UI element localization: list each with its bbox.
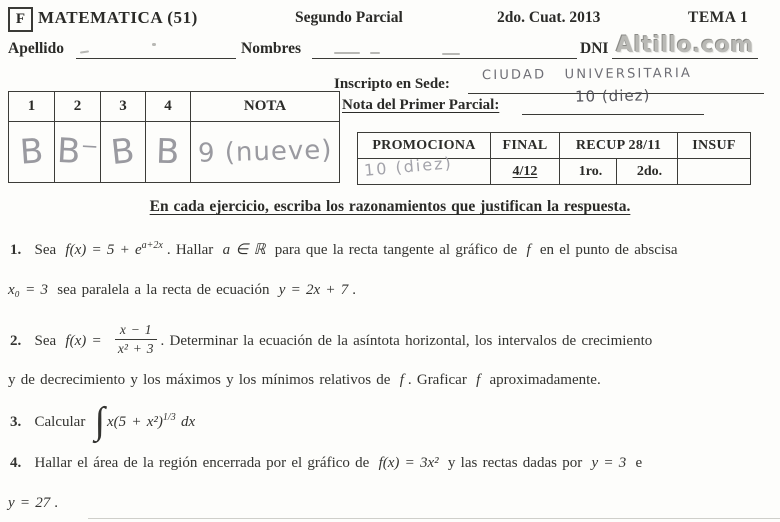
promotion-table-header-row bbox=[358, 133, 751, 159]
recup-2do-cell: 2do. bbox=[617, 159, 678, 185]
exercise-1-formula: a ∈ ℝ bbox=[222, 242, 266, 258]
exercise-2-text: y de decrecimiento y los máximos y los mínimos relativos de bbox=[8, 372, 391, 388]
exercise-4-text: Hallar el área de la región encerrada por el gráfico de bbox=[34, 455, 370, 471]
recup-1ro-cell: 1ro. bbox=[560, 159, 617, 185]
exercise-1-text: para que la recta tangente al gráfico de bbox=[274, 242, 518, 258]
exercise-1-line-2 bbox=[8, 282, 356, 299]
scan-edge-line bbox=[88, 518, 780, 519]
erased-pencil-mark bbox=[442, 53, 460, 55]
grade-cell-4 bbox=[146, 122, 191, 183]
grade-table-values-row bbox=[9, 122, 340, 183]
exercise-2-text: Sea bbox=[34, 333, 57, 350]
formula-base: x(5 + x²) bbox=[106, 414, 163, 430]
sede-handwritten-value: CIUDAD UNIVERSITARIA bbox=[481, 65, 693, 84]
erased-pencil-mark bbox=[334, 52, 360, 54]
exercise-2-text: aproximadamente. bbox=[489, 372, 601, 388]
promociona-header: PROMOCIONA bbox=[358, 133, 491, 159]
exercise-1-formula: x₀ = 3 bbox=[8, 282, 48, 298]
handwritten-promociona-value: 10 (diez) bbox=[363, 153, 454, 180]
exam-type: Segundo Parcial bbox=[295, 9, 403, 26]
exercise-4-formula: f(x) = 3x² bbox=[378, 455, 439, 471]
exercise-4-text: . bbox=[54, 495, 59, 511]
exercise-4-line-2 bbox=[8, 495, 58, 512]
exam-tema: TEMA 1 bbox=[688, 9, 749, 26]
final-header: FINAL bbox=[491, 133, 560, 159]
exercise-4-line-1 bbox=[10, 455, 642, 472]
exercise-2-formula: f(x) = bbox=[65, 333, 102, 350]
promotion-table bbox=[357, 132, 751, 185]
nota-primer-parcial-blank bbox=[522, 82, 704, 115]
exercise-1-formula bbox=[65, 242, 162, 258]
exercise-1-number: 1. bbox=[10, 242, 22, 258]
erased-pencil-mark bbox=[80, 50, 89, 53]
exercise-4-text: e bbox=[635, 455, 643, 471]
exercise-2-text: . Graficar bbox=[407, 372, 467, 388]
grade-col-nota: NOTA bbox=[191, 92, 340, 122]
grade-col-3: 3 bbox=[101, 92, 146, 122]
exercise-4-number: 4. bbox=[10, 455, 22, 471]
course-title: MATEMATICA (51) bbox=[38, 8, 198, 27]
insuf-header: INSUF bbox=[678, 133, 751, 159]
formula-exponent: a+2x bbox=[141, 240, 163, 251]
grade-cell-nota bbox=[191, 122, 340, 183]
nombres-blank bbox=[312, 41, 577, 59]
altillo-watermark-logo: Altillo.com bbox=[616, 33, 754, 58]
formula-exponent: 1/3 bbox=[162, 412, 176, 423]
nombres-label: Nombres bbox=[241, 40, 301, 57]
erased-pencil-mark bbox=[152, 43, 156, 46]
course-code-letter: F bbox=[15, 11, 26, 27]
handwritten-grade-2: B⁻ bbox=[55, 130, 100, 174]
exercise-3-line-1 bbox=[10, 399, 199, 442]
exercise-1-text: Sea bbox=[34, 242, 57, 258]
dni-label: DNI bbox=[580, 40, 609, 57]
apellido-blank bbox=[76, 41, 236, 59]
fraction-numerator: x − 1 bbox=[119, 322, 152, 337]
grade-cell-2 bbox=[55, 122, 101, 183]
recup-header: RECUP 28/11 bbox=[560, 133, 678, 159]
grade-table-header-row bbox=[9, 92, 340, 122]
exercise-2-fraction bbox=[115, 322, 157, 357]
nota-primer-parcial-label: Nota del Primer Parcial: bbox=[342, 97, 500, 113]
exercise-3-number: 3. bbox=[10, 414, 22, 430]
exercise-2-formula: f bbox=[399, 372, 404, 388]
formula-dx: dx bbox=[180, 414, 196, 430]
exercise-3-formula: ∫ $x(5 + x^2)^{1/3}$ dx bbox=[94, 399, 196, 442]
promotion-table-values-row bbox=[358, 159, 751, 185]
grade-col-1: 1 bbox=[9, 92, 55, 122]
exercise-2-line-1 bbox=[10, 324, 652, 359]
insuf-cell bbox=[678, 159, 751, 185]
exercise-1-text: . bbox=[352, 282, 357, 298]
exercise-4-formula: y = 3 bbox=[591, 455, 627, 471]
final-cell: 4/12 bbox=[491, 159, 560, 185]
instruction-line: En cada ejercicio, escriba los razonamientos que justifican la respuesta. bbox=[149, 198, 631, 215]
fraction-denominator: x² + 3 bbox=[115, 339, 157, 357]
promociona-cell bbox=[358, 153, 491, 185]
apellido-label: Apellido bbox=[8, 40, 64, 57]
exercise-1-text: sea paralela a la recta de ecuación bbox=[57, 282, 270, 298]
course-code-box bbox=[8, 7, 33, 32]
sede-label: Inscripto en Sede: bbox=[334, 76, 450, 92]
grade-col-2: 2 bbox=[55, 92, 101, 122]
grade-col-4: 4 bbox=[146, 92, 191, 122]
exercise-1-line-1 bbox=[10, 240, 678, 259]
exercise-2-number: 2. bbox=[10, 333, 22, 350]
exercise-1-formula: y = 2x + 7 bbox=[278, 282, 349, 298]
exercise-4-text: y las rectas dadas por bbox=[447, 455, 583, 471]
erased-pencil-mark bbox=[370, 52, 380, 54]
exercise-2-text: . Determinar la ecuación de la asíntota horizontal, los intervalos de crecimiento bbox=[160, 333, 653, 350]
exercise-1-text: en el punto de abscisa bbox=[539, 242, 678, 258]
dni-blank bbox=[612, 34, 758, 59]
grade-cell-3 bbox=[101, 122, 146, 183]
exam-term: 2do. Cuat. 2013 bbox=[497, 9, 601, 26]
grade-cell-1 bbox=[9, 122, 55, 183]
exercise-3-text: Calcular bbox=[34, 414, 86, 430]
nota-primer-parcial-handwritten-value: 10 (diez) bbox=[575, 86, 651, 106]
handwritten-grade-4: B bbox=[155, 131, 181, 173]
exercise-1-formula: f bbox=[526, 242, 531, 258]
handwritten-grade-3: B bbox=[109, 130, 137, 174]
exercise-1-text: . Hallar bbox=[166, 242, 214, 258]
handwritten-grade-1: B bbox=[18, 131, 45, 173]
grade-table bbox=[8, 91, 340, 183]
handwritten-nota: 9 (nueve) bbox=[197, 135, 333, 169]
formula-base: f(x) = 5 + e bbox=[65, 242, 142, 258]
exercise-4-formula: y = 27 bbox=[8, 495, 51, 511]
exercise-2-line-2 bbox=[8, 372, 601, 389]
exercise-2-formula: f bbox=[476, 372, 481, 388]
